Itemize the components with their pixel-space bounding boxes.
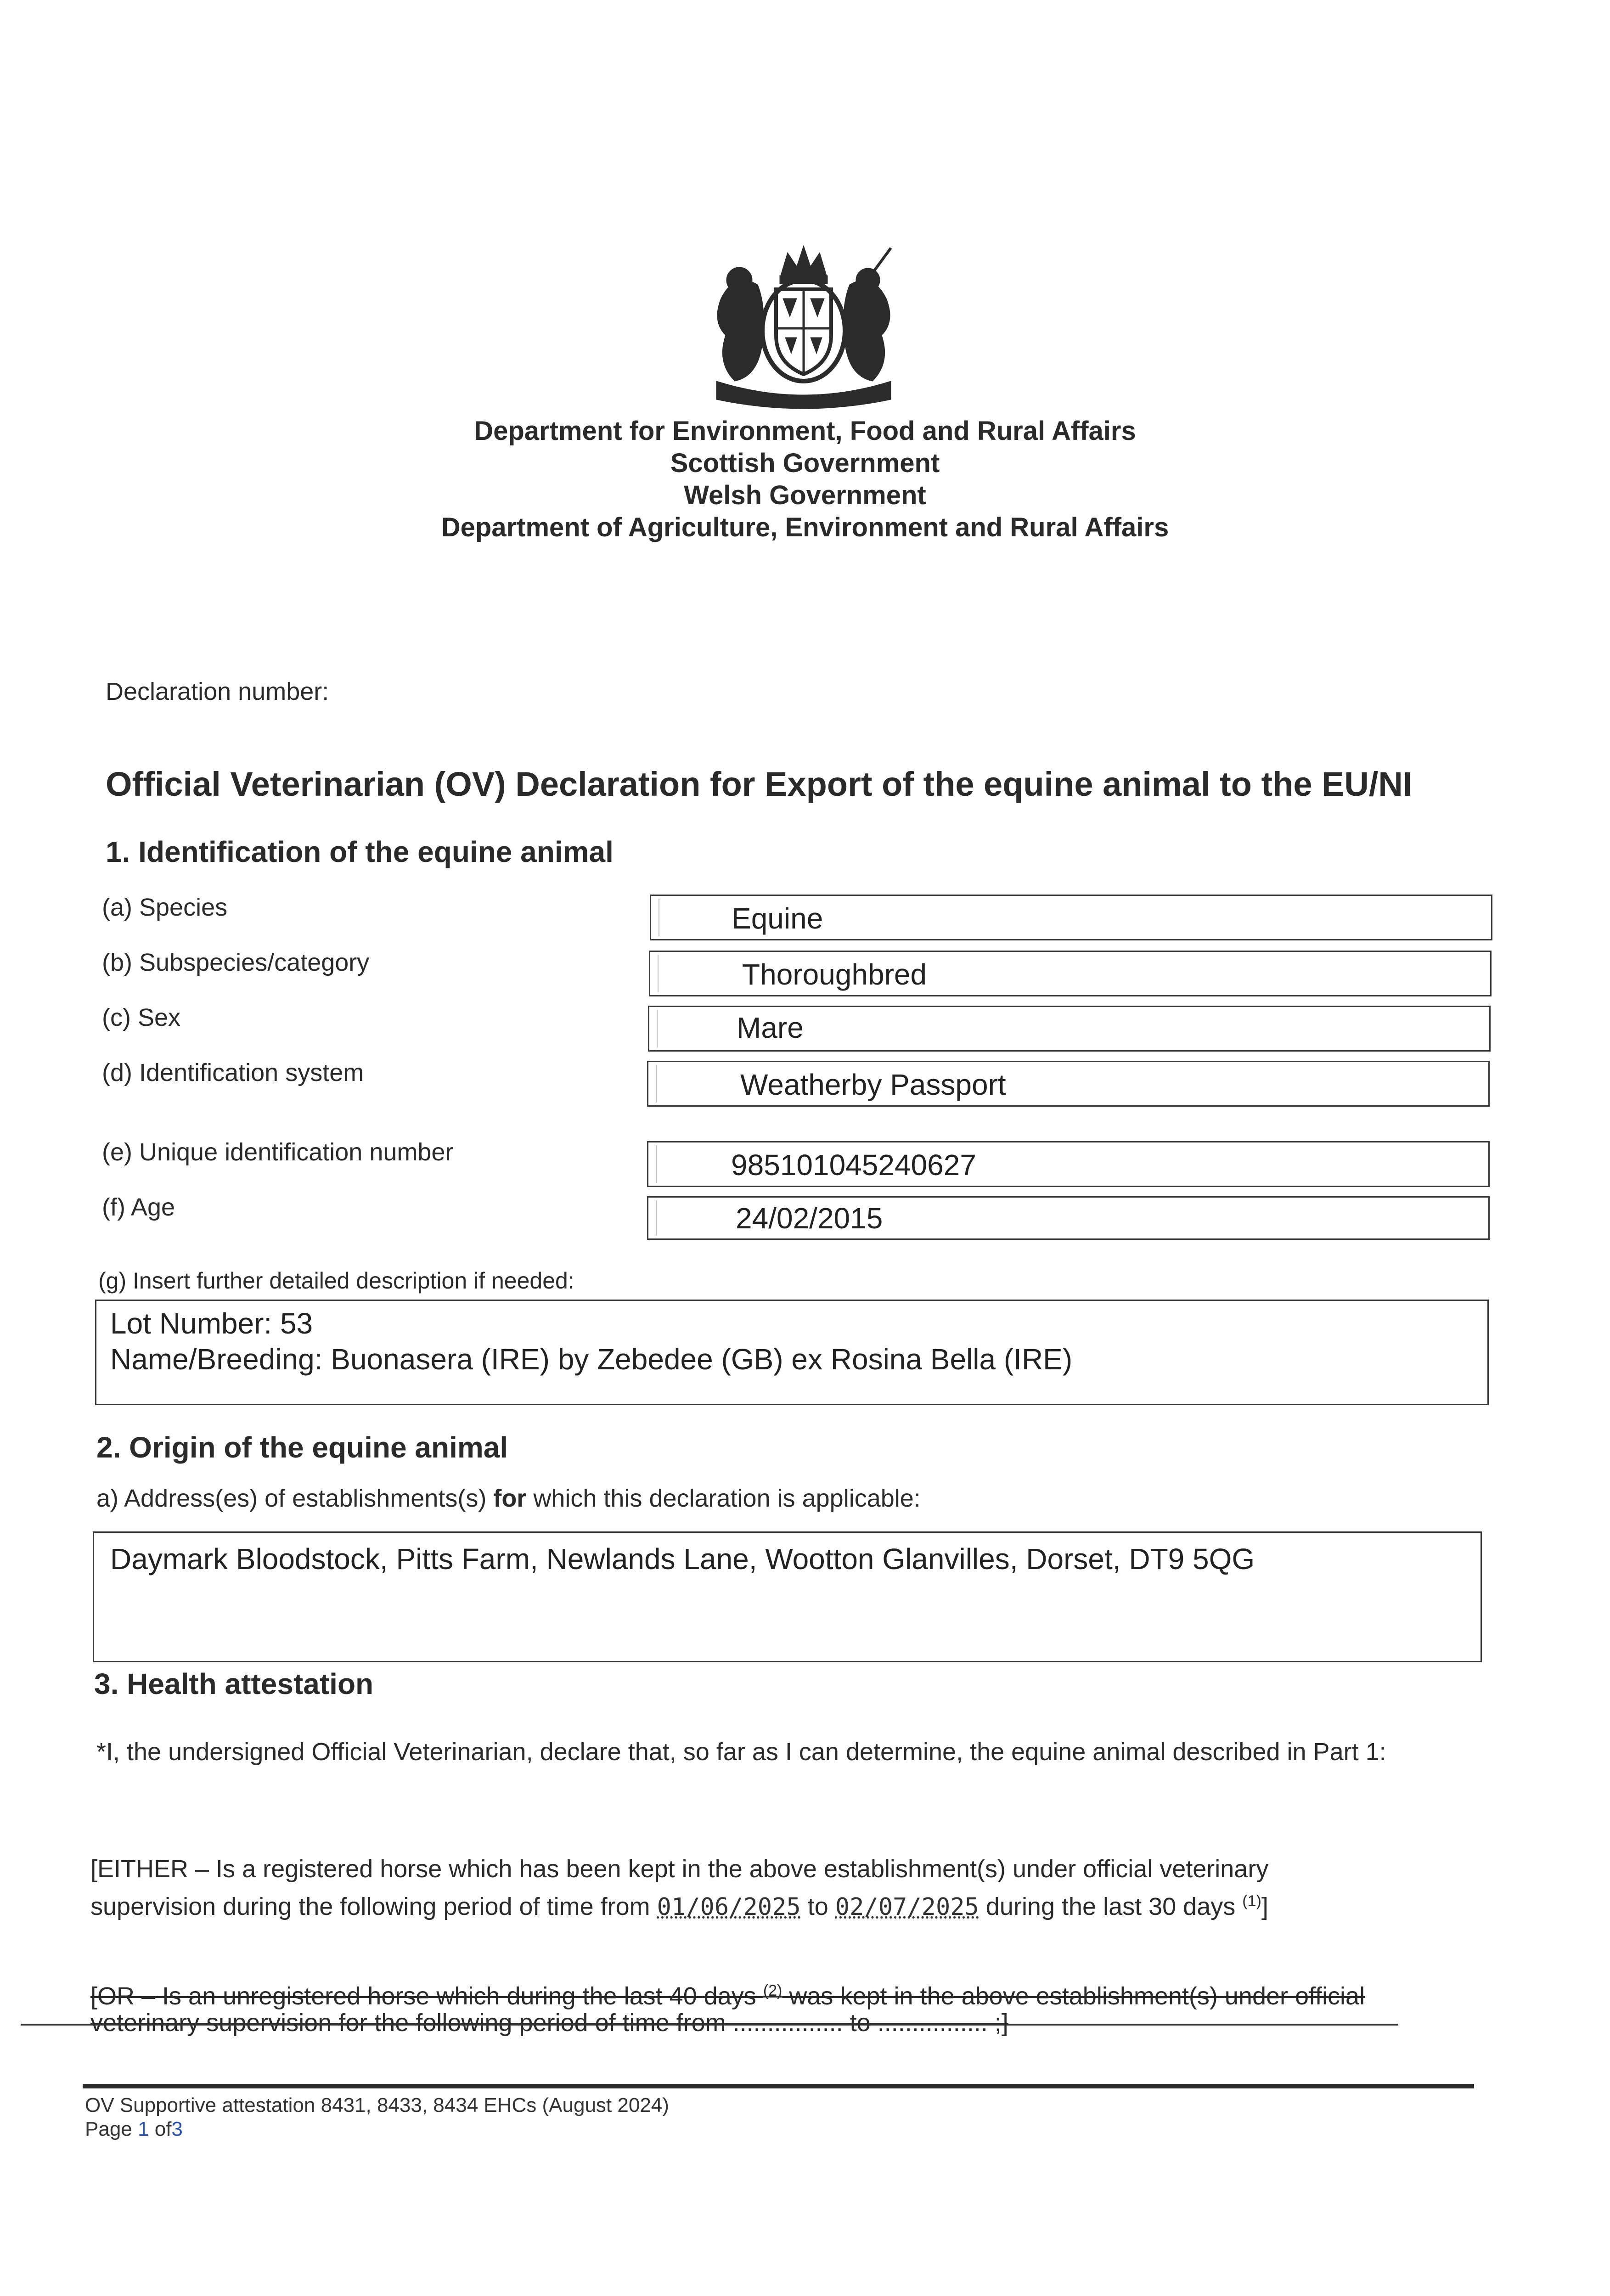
species-field[interactable] [650,895,1492,940]
header-line-daera: Department of Agriculture, Environment and Rural Affairs [441,512,1169,542]
name-breeding-text: Name/Breeding: Buonasera (IRE) by Zebedee (GB) ex Rosina Bella (IRE) [110,1343,1073,1376]
species-label: (a) Species [102,894,228,921]
header-line-scottish-gov: Scottish Government [670,448,940,478]
identification-system-label: (d) Identification system [102,1059,364,1086]
period-to-date: 02/07/2025 [835,1893,979,1921]
strike-through-line [21,2024,1398,2026]
section-1-heading: 1. Identification of the equine animal [106,835,614,868]
unique-id-label: (e) Unique identification number [102,1138,454,1166]
further-description-field[interactable] [95,1300,1489,1405]
section-3-heading: 3. Health attestation [94,1667,374,1700]
page-number: Page 1 of3 [85,2118,183,2140]
unique-id-field[interactable] [647,1141,1490,1187]
footer-attestation-ref: OV Supportive attestation 8431, 8433, 8434 EHCs (August 2024) [85,2094,669,2116]
section-2-heading: 2. Origin of the equine animal [96,1431,508,1464]
age-label: (f) Age [102,1193,175,1221]
page-title: Official Veterinarian (OV) Declaration for Export of the equine animal to the EU/NI [106,765,1413,803]
establishment-address-value: Daymark Bloodstock, Pitts Farm, Newlands Lane, Wootton Glanvilles, Dorset, DT9 5QG [110,1542,1255,1576]
establishment-address-label: a) Address(es) of establishments(s) for which this declaration is applicable: [96,1485,921,1512]
royal-coat-of-arms-logo [703,243,905,413]
sex-field[interactable] [648,1006,1491,1052]
or-clause-line-2-struck: veterinary supervision for the following period of time from ................ to ................ ;] [90,2009,1008,2037]
sex-value: Mare [737,1011,804,1044]
age-field[interactable] [647,1196,1490,1240]
header-line-welsh-gov: Welsh Government [684,480,926,510]
subspecies-label: (b) Subspecies/category [102,949,370,976]
period-from-date: 01/06/2025 [657,1893,801,1921]
sex-label: (c) Sex [102,1004,181,1031]
identification-system-value: Weatherby Passport [740,1068,1006,1101]
lot-number-text: Lot Number: 53 [110,1307,313,1340]
header-line-defra: Department for Environment, Food and Rural Affairs [474,416,1136,446]
health-attestation-intro: *I, the undersigned Official Veterinarian, declare that, so far as I can determine, the equine animal described in Part 1: [96,1738,1386,1766]
subspecies-value: Thoroughbred [742,958,927,991]
further-description-label: (g) Insert further detailed description if needed: [98,1268,574,1294]
species-value: Equine [732,902,823,935]
declaration-number-label: Declaration number: [106,678,329,705]
or-clause-line-1-struck: [OR – Is an unregistered horse which during the last 40 days $^{(2)}$ was kept in the above establishment(s) under official [90,1982,1365,2010]
establishment-address-field[interactable] [93,1531,1482,1662]
either-clause-line-2: supervision during the following period of time from 01/06/2025 to 02/07/2025 during the last 30 days $^{(1)}$] [90,1892,1268,1921]
identification-system-field[interactable] [647,1061,1490,1107]
either-clause-line-1: [EITHER – Is a registered horse which has been kept in the above establishment(s) under official veterinary [90,1855,1269,1883]
subspecies-field[interactable] [649,951,1492,996]
age-value: 24/02/2015 [736,1202,883,1235]
footer-divider [83,2084,1474,2088]
unique-id-value: 985101045240627 [731,1148,976,1182]
